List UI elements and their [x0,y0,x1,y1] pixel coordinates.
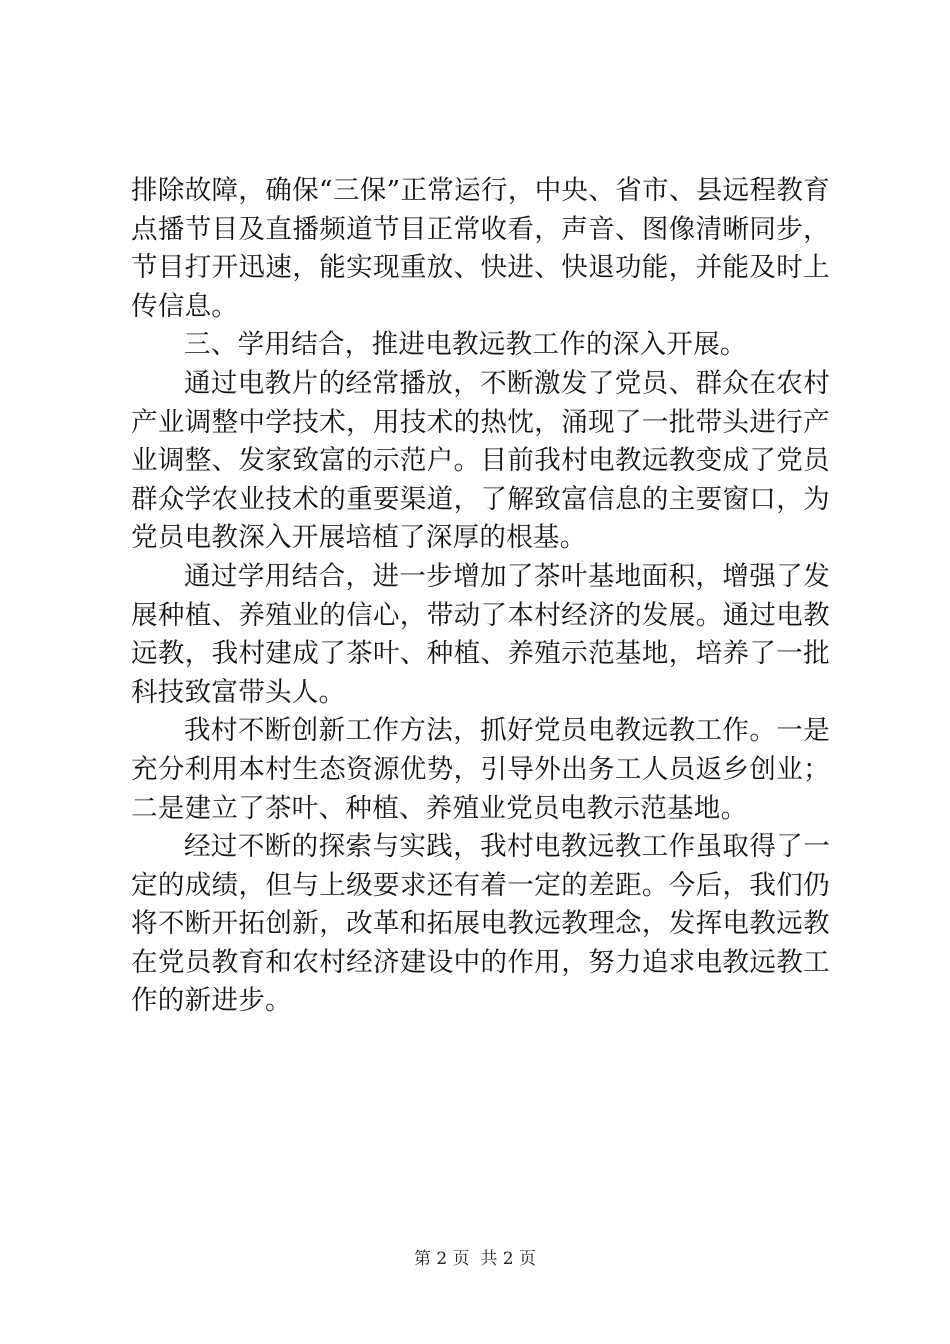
paragraph: 通过学用结合，进一步增加了茶叶基地面积，增强了发展种植、养殖业的信心，带动了本村经济的发展。通过电教远教，我村建成了茶叶、种植、养殖示范基地，培养了一批科技致富带头人。 [131,560,830,708]
paragraph: 经过不断的探索与实践，我村电教远教工作虽取得了一定的成绩，但与上级要求还有着一定的差距。今后，我们仍将不断开拓创新，改革和拓展电教远教理念，发挥电教远教在党员教育和农村经济建设中的作用，努力追求电教远教工作的新进步。 [131,831,830,1017]
paragraph-continuation: 排除故障，确保“三保”正常运行，中央、省市、县远程教育点播节目及直播频道节目正常收看，声音、图像清晰同步，节目打开迅速，能实现重放、快进、快退功能，并能及时上传信息。 [131,175,830,322]
page-footer: 第 2 页 共 2 页 [413,1249,537,1269]
document-body [131,172,830,1021]
paragraph: 通过电教片的经常播放，不断激发了党员、群众在农村产业调整中学技术，用技术的热忱，涌现了一批带头进行产业调整、发家致富的示范户。目前我村电教远教变成了党员群众学农业技术的重要渠道，了解致富信息的主要窗口，为党员电教深入开展培植了深厚的根基。 [131,367,830,554]
paragraph: 我村不断创新工作方法，抓好党员电教远教工作。一是充分利用本村生态资源优势，引导外出务工人员返乡创业；二是建立了茶叶、种植、养殖业党员电教示范基地。 [131,715,830,824]
section-heading: 三、学用结合，推进电教远教工作的深入开展。 [184,329,747,361]
